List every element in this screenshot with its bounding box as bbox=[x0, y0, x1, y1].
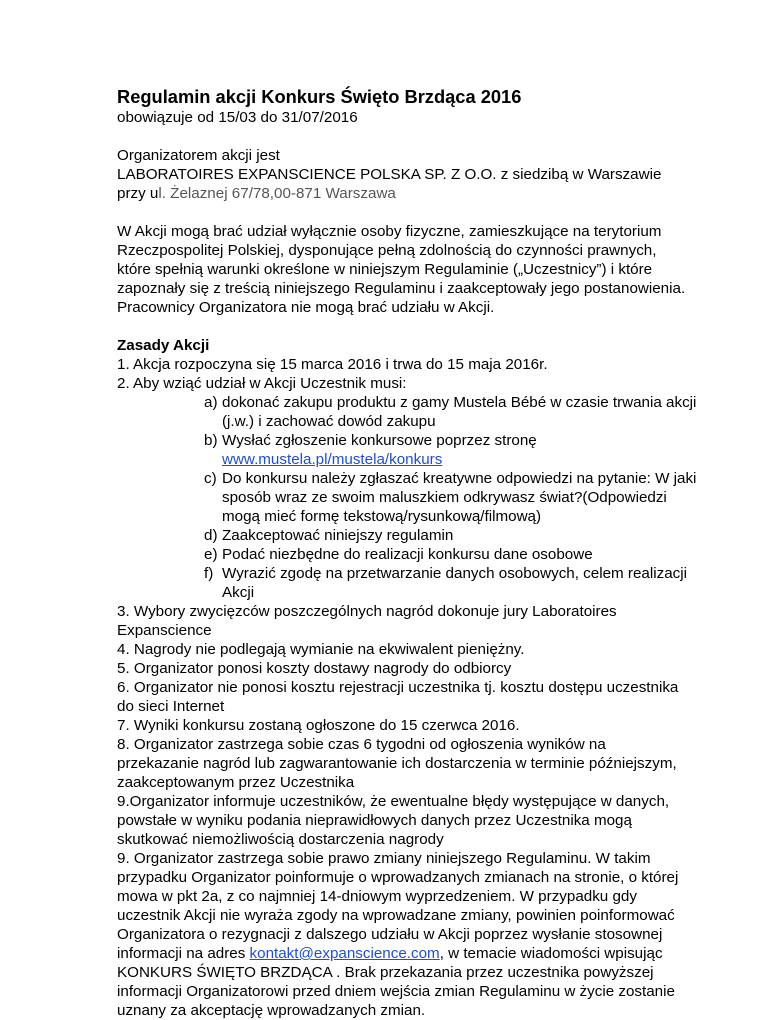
sub-item-text: mogą mieć formę tekstową/rysunkową/filmową) bbox=[222, 508, 542, 525]
sub-item-text: Do konkursu należy zgłaszać kreatywne odpowiedzi na pytanie: W jaki bbox=[222, 470, 697, 487]
sub-item-text: Wysłać zgłoszenie konkursowe poprzez stronę bbox=[222, 432, 537, 449]
organizer-address-street: l. Żelaznej 67/78,00-871 Warszawa bbox=[158, 185, 396, 202]
sub-item-text: dokonać zakupu produktu z gamy Mustela Bébé w czasie trwania akcji bbox=[222, 394, 697, 411]
rule-line: zaakceptowanym przez Uczestnika bbox=[117, 774, 355, 791]
rules-heading: Zasady Akcji bbox=[117, 337, 210, 354]
rule-line: 6. Organizator nie ponosi kosztu rejestracji uczestnika tj. kosztu dostępu uczestnika bbox=[117, 679, 679, 696]
eligibility-paragraph bbox=[117, 222, 686, 317]
eligibility-line: W Akcji mogą brać udział wyłącznie osoby fizyczne, zamieszkujące na terytorium bbox=[117, 223, 662, 240]
rule-line: przekazanie nagród lub zagwarantowanie ich dostarczenia w terminie późniejszym, bbox=[117, 755, 677, 772]
document-page bbox=[117, 86, 697, 1020]
sub-item-text: Zaakceptować niniejszy regulamin bbox=[222, 527, 454, 544]
sub-item-c bbox=[117, 469, 697, 526]
rule-line: 9.Organizator informuje uczestników, że ewentualne błędy występujące w danych, bbox=[117, 793, 670, 810]
organizer-address-prefix: przy u bbox=[117, 185, 159, 202]
rule-line: uczestnik Akcji nie wyraża zgody na wprowadzane zmiany, powinien poinformować bbox=[117, 907, 675, 924]
rule-line: 5. Organizator ponosi koszty dostawy nagrody do odbiorcy bbox=[117, 660, 512, 677]
rule-line: 4. Nagrody nie podlegają wymianie na ekwiwalent pieniężny. bbox=[117, 641, 525, 658]
spacer bbox=[117, 317, 677, 336]
organizer-name: LABORATOIRES EXPANSCIENCE POLSKA SP. Z O.O. z siedzibą w Warszawie bbox=[117, 166, 662, 183]
sub-item-label: b) bbox=[204, 432, 218, 449]
spacer bbox=[117, 127, 677, 146]
rule-line: przypadku Organizator poinformuje o wprowadzanych zmianach na stronie, o której bbox=[117, 869, 679, 886]
closing-line: KONKURS ŚWIĘTO BRZDĄCA . Brak przekazania przez uczestnika powyższej bbox=[117, 964, 654, 981]
validity-period: obowiązuje od 15/03 do 31/07/2016 bbox=[117, 109, 358, 126]
closing-line: uznany za akceptację wprowadzanych zmian. bbox=[117, 1002, 426, 1019]
sub-item-d bbox=[117, 526, 677, 545]
eligibility-line: które spełnią warunki określone w niniejszym Regulaminie („Uczestnicy”) i które bbox=[117, 261, 653, 278]
sub-item-e bbox=[117, 545, 677, 564]
sub-item-label: e) bbox=[204, 546, 218, 563]
sub-item-label: f) bbox=[204, 565, 214, 582]
sub-item-text: Akcji bbox=[222, 584, 255, 601]
eligibility-line: zapoznały się z treścią niniejszego Regulaminu i zaakceptowały jego postanowienia. bbox=[117, 280, 686, 297]
eligibility-line: Rzeczpospolitej Polskiej, dysponujące pełną zdolnością do czynności prawnych, bbox=[117, 242, 657, 259]
organizer-section bbox=[117, 146, 677, 203]
sub-item-text: (j.w.) i zachować dowód zakupu bbox=[222, 413, 436, 430]
sub-item-b bbox=[117, 431, 677, 469]
eligibility-line: Pracownicy Organizatora nie mogą brać udziału w Akcji. bbox=[117, 299, 495, 316]
sub-item-label: a) bbox=[204, 394, 218, 411]
sub-item-text: Podać niezbędne do realizacji konkursu dane osobowe bbox=[222, 546, 593, 563]
sub-item-label: c) bbox=[204, 470, 217, 487]
sub-item-label: d) bbox=[204, 527, 218, 544]
rule-item: 1. Akcja rozpoczyna się 15 marca 2016 i trwa do 15 maja 2016r. bbox=[117, 356, 548, 373]
rule-line: 3. Wybory zwycięzców poszczególnych nagród dokonuje jury Laboratoires bbox=[117, 603, 617, 620]
organizer-address bbox=[117, 184, 677, 203]
document-title: Regulamin akcji Konkurs Święto Brzdąca 2016 bbox=[117, 86, 522, 107]
closing-line: informacji Organizatorowi przed dniem wejścia zmian Regulaminu w życie zostanie bbox=[117, 983, 675, 1000]
rule-line: 9. Organizator zastrzega sobie prawo zmiany niniejszego Regulaminu. W takim bbox=[117, 850, 651, 867]
contest-website-link[interactable]: www.mustela.pl/mustela/konkurs bbox=[222, 451, 443, 468]
sub-item-text: sposób wraz ze swoim maluszkiem odkrywasz świat?(Odpowiedzi bbox=[222, 489, 667, 506]
organizer-intro: Organizatorem akcji jest bbox=[117, 147, 280, 164]
rule-line: Expanscience bbox=[117, 622, 212, 639]
sub-item-text: Wyrazić zgodę na przetwarzanie danych osobowych, celem realizacji bbox=[222, 565, 687, 582]
rule-line: do sieci Internet bbox=[117, 698, 225, 715]
rule-line: skutkować niemożliwością dostarczenia nagrody bbox=[117, 831, 444, 848]
rules-section bbox=[117, 336, 697, 1020]
sub-item-f bbox=[117, 564, 687, 602]
contact-before: informacji na adres bbox=[117, 945, 250, 962]
rule-line: 8. Organizator zastrzega sobie czas 6 tygodni od ogłoszenia wyników na bbox=[117, 736, 606, 753]
contact-line bbox=[117, 944, 677, 963]
rule-line: 7. Wyniki konkursu zostaną ogłoszone do 15 czerwca 2016. bbox=[117, 717, 520, 734]
sub-item-a bbox=[117, 393, 697, 431]
rule-item: 2. Aby wziąć udział w Akcji Uczestnik musi: bbox=[117, 375, 407, 392]
spacer bbox=[117, 203, 677, 222]
contact-email-link[interactable]: kontakt@expanscience.com bbox=[249, 945, 440, 962]
rule-line: mowa w pkt 2a, z co najmniej 14-dniowym wyprzedzeniem. W przypadku gdy bbox=[117, 888, 637, 905]
rule-line: powstałe w wyniku podania nieprawidłowych danych przez Uczestnika mogą bbox=[117, 812, 632, 829]
rule-line: Organizatora o rezygnacji z dalszego udziału w Akcji poprzez wysłanie stosownej bbox=[117, 926, 663, 943]
contact-after: , w temacie wiadomości wpisując bbox=[439, 945, 663, 962]
